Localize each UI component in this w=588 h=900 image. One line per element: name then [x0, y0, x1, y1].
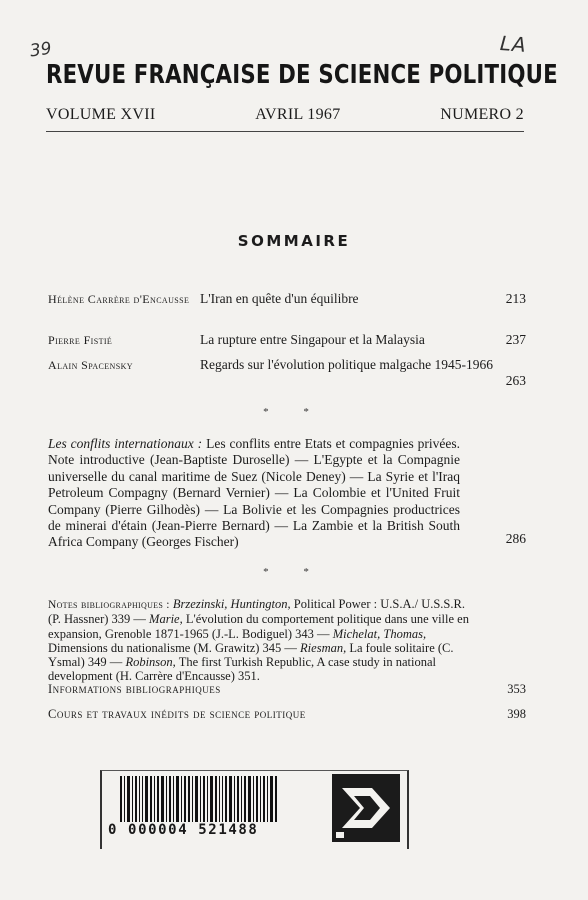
issue-date: AVRIL 1967	[255, 106, 341, 123]
article-title: L'Iran en quête d'un équilibre	[200, 291, 359, 306]
barcode	[120, 776, 320, 822]
article-author: Pierre Fistié	[48, 333, 113, 347]
informations-entry	[48, 682, 526, 697]
notes-text: La foule solitaire (C. Ysmal) 349 —	[48, 640, 454, 670]
notes-label: Notes bibliographiques :	[48, 599, 170, 611]
journal-title: REVUE FRANÇAISE DE SCIENCE POLITIQUE	[46, 60, 558, 90]
barcode-digits: 0 000004 521488	[108, 822, 259, 838]
notes-author: Marie,	[149, 612, 183, 627]
conflits-page: 286	[505, 531, 526, 546]
section-separator: * *	[263, 406, 325, 418]
notes-text: Dimensions du nationalisme (M. Grawitz) 345 —	[48, 640, 301, 655]
informations-page: 353	[507, 682, 526, 696]
notes-author: Riesman,	[300, 640, 347, 655]
notes-text: L'évolution du comportement politique dans une ville en expansion, Grenoble 1871-1965 (J.-L. Bodiguel) 343 —	[48, 612, 469, 641]
notes-text: The first Turkish Republic, A case study in national development (H. Carrère d'Encausse) 351.	[48, 655, 436, 684]
contents-heading: SOMMAIRE	[237, 232, 351, 250]
handwritten-initials: LA	[499, 31, 528, 57]
article-title: Regards sur l'évolution politique malgache 1945-1966	[200, 357, 493, 372]
section-separator: * *	[263, 566, 325, 578]
handwritten-number: 39	[28, 38, 53, 62]
notes-text: Political Power : U.S.A./ U.S.S.R. (P. Hassner) 339 —	[48, 597, 465, 627]
article-author: Alain Spacensky	[48, 358, 133, 372]
conflits-text: Les conflits entre Etats et compagnies privées. Note introductive (Jean-Baptiste Duroselle) — L'Egypte et la Compagnie universelle du canal maritime de Suez (Nicole Deney) — La Syrie et l'Iraq Petroleum Compagny (Bernard Vernier) — La Colombie et l'United Fruit Company (Pierre Gilhodès) — La Bolivie et les Compagnies productrices de minerai d'étain (Jean-Pierre Bernard) — La Zambie et la British South Africa Company (Georges Fischer)	[48, 436, 460, 550]
notes-author: Brzezinski, Huntington,	[172, 597, 291, 611]
informations-label: Informations bibliographiques	[48, 682, 221, 696]
publisher-logo-icon	[332, 774, 400, 842]
article-title: La rupture entre Singapour et la Malaysia	[200, 332, 425, 347]
notes-author: Michelat, Thomas,	[332, 626, 427, 641]
article-author: Hélène Carrère d'Encausse	[48, 292, 190, 306]
issue-number: NUMERO 2	[440, 106, 524, 123]
issue-line	[46, 106, 524, 124]
bibliographic-notes	[48, 597, 478, 684]
conflits-lead: Les conflits internationaux :	[48, 436, 203, 451]
cours-label: Cours et travaux inédits de science politique	[48, 707, 306, 721]
notes-author: Robinson,	[125, 655, 176, 670]
article-page: 237	[505, 332, 526, 347]
cours-page: 398	[507, 707, 526, 721]
cours-entry	[48, 707, 526, 722]
article-page: 263	[505, 373, 526, 388]
conflits-section	[48, 436, 460, 551]
volume-label: VOLUME XVII	[46, 106, 156, 123]
article-page: 213	[505, 291, 526, 306]
header-rule	[46, 131, 524, 132]
